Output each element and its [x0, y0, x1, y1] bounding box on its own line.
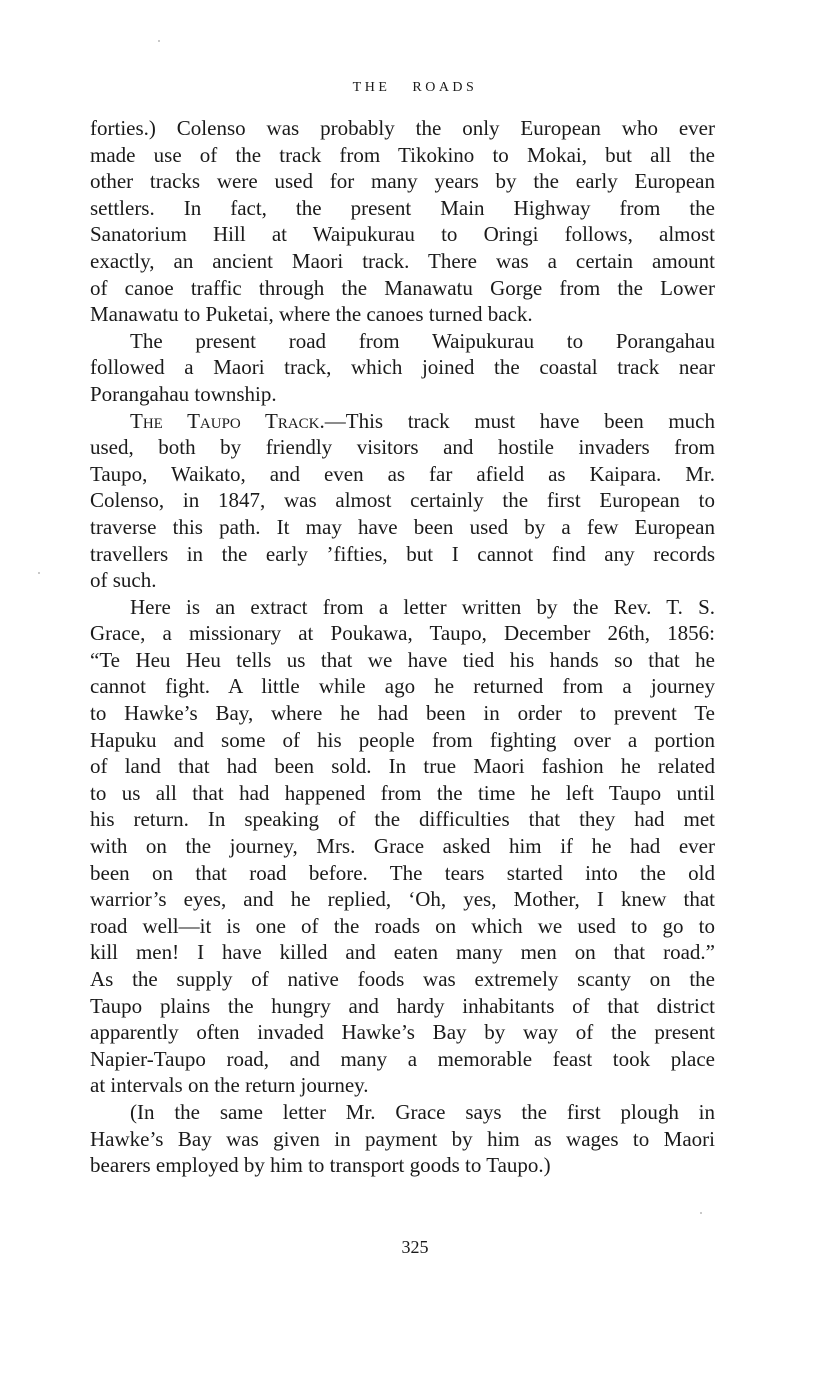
text-line: with on the journey, Mrs. Grace asked him if he had ever [90, 834, 715, 859]
text-line: at intervals on the return journey. [90, 1073, 369, 1098]
text-line: traverse this path. It may have been used by a few European [90, 514, 715, 539]
text-line: road well—it is one of the roads on which we used to go to [90, 913, 715, 938]
text-line: settlers. In fact, the present Main Highway from the [90, 195, 715, 220]
text-line: used, both by friendly visitors and hostile invaders from [90, 435, 715, 460]
text-line: apparently often invaded Hawke’s Bay by way of the present [90, 1020, 715, 1045]
text-line: his return. In speaking of the difficulties that they had met [90, 807, 715, 832]
scan-speck [700, 1212, 702, 1214]
text-line: exactly, an ancient Maori track. There was a certain amount [90, 248, 715, 273]
text-line: of such. [90, 568, 157, 593]
text-line: forties.) Colenso was probably the only European who ever [90, 116, 715, 140]
text-line: Hawke’s Bay was given in payment by him as wages to Maori [90, 1126, 715, 1151]
text-line: other tracks were used for many years by the early European [90, 169, 715, 194]
text-line: Colenso, in 1847, was almost certainly the first European to [90, 488, 715, 513]
text-line: Hapuku and some of his people from fighting over a portion [90, 727, 715, 752]
body-text [90, 115, 715, 1179]
section-heading: The Taupo Track. [130, 408, 325, 433]
text-line: “Te Heu Heu tells us that we have tied his hands so that he [90, 647, 715, 672]
text-line: of land that had been sold. In true Maori fashion he related [90, 754, 715, 779]
text-line: Taupo plains the hungry and hardy inhabitants of that district [90, 993, 715, 1018]
text-line: warrior’s eyes, and he replied, ‘Oh, yes, Mother, I knew that [90, 887, 715, 912]
text-line: to Hawke’s Bay, where he had been in order to prevent Te [90, 701, 715, 726]
running-head-word: THE [352, 80, 391, 95]
text-line-fragment: —This track must have been much [324, 408, 715, 433]
text-line: Manawatu to Puketai, where the canoes turned back. [90, 302, 533, 327]
text-line: Taupo, Waikato, and even as far afield as Kaipara. Mr. [90, 461, 715, 486]
text-line: As the supply of native foods was extremely scanty on the [90, 967, 715, 991]
text-line: kill men! I have killed and eaten many men on that road.” [90, 940, 715, 965]
text-line: made use of the track from Tikokino to Mokai, but all the [90, 142, 715, 167]
running-head [0, 80, 830, 96]
running-head-word: ROADS [412, 80, 478, 95]
text-line: travellers in the early ’fifties, but I cannot find any records [90, 541, 715, 566]
text-line: Porangahau township. [90, 381, 277, 406]
text-line: Grace, a missionary at Poukawa, Taupo, December 26th, 1856: [90, 621, 715, 646]
scan-speck [38, 572, 40, 574]
text-line: of canoe traffic through the Manawatu Gorge from the Lower [90, 275, 715, 300]
text-line: followed a Maori track, which joined the coastal track near [90, 355, 715, 380]
section-heading-line [90, 408, 715, 435]
text-line: to us all that had happened from the time he left Taupo until [90, 780, 715, 805]
text-line: Here is an extract from a letter written by the Rev. T. S. [130, 594, 715, 619]
text-line: cannot fight. A little while ago he returned from a journey [90, 674, 715, 699]
text-line: (In the same letter Mr. Grace says the first plough in [130, 1099, 715, 1124]
text-line: Sanatorium Hill at Waipukurau to Oringi follows, almost [90, 222, 715, 247]
text-line: Napier-Taupo road, and many a memorable feast took place [90, 1046, 715, 1071]
scan-speck [158, 40, 160, 42]
text-line: been on that road before. The tears started into the old [90, 860, 715, 885]
page-number: 325 [401, 1237, 429, 1257]
text-line: The present road from Waipukurau to Porangahau [130, 328, 715, 353]
text-line: bearers employed by him to transport goods to Taupo.) [90, 1153, 551, 1178]
